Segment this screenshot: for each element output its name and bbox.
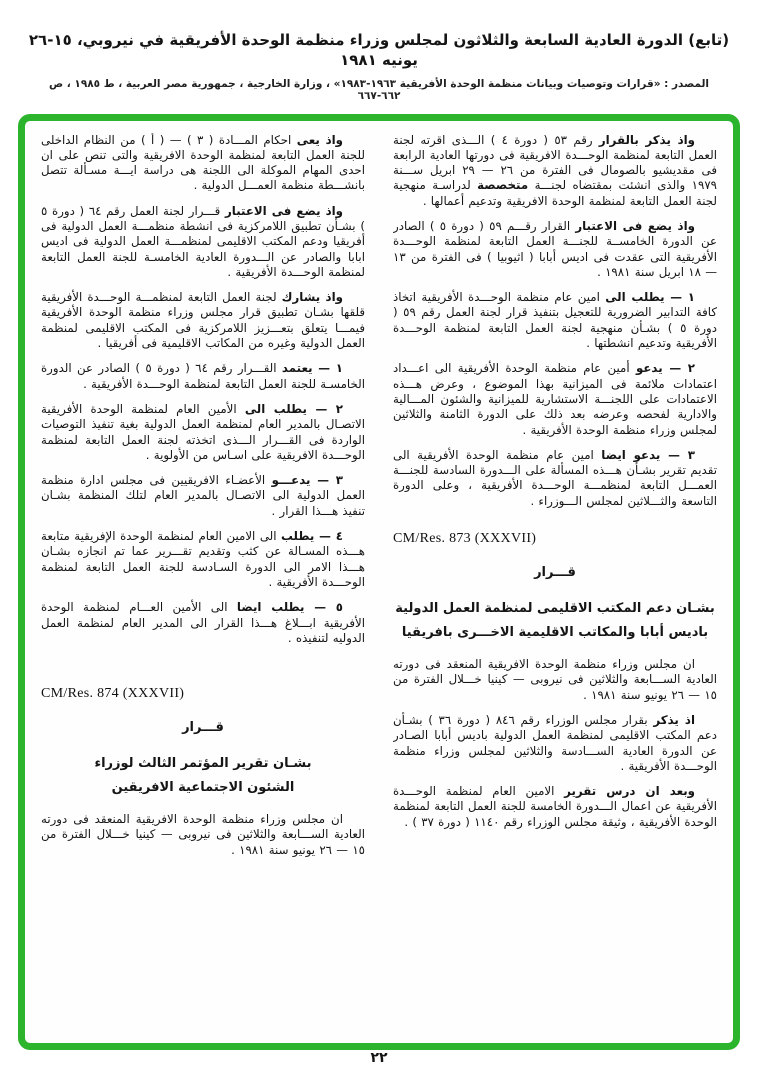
column-left	[41, 133, 365, 1033]
paragraph-lead: واذ يعى	[296, 132, 344, 147]
resolution-code: CM/Res. 873 (XXXVII)	[393, 531, 537, 547]
two-column-layout	[41, 133, 717, 1033]
paragraph	[41, 361, 365, 392]
paragraph	[41, 290, 365, 351]
paragraph	[393, 448, 717, 509]
paragraph-lead: ٣ — يدعو ايضا	[601, 447, 695, 462]
column-right	[393, 133, 717, 1033]
paragraph-lead: ٤ — يطلب	[281, 529, 343, 544]
paragraph-lead: واذ يذكر بالقرار	[598, 132, 696, 147]
resolution-code: CM/Res. 874 (XXXVII)	[41, 686, 185, 702]
paragraph	[41, 600, 365, 646]
paragraph	[393, 713, 717, 774]
paragraph-text: الامين العام لمنظمة الوحـــدة الأفريقية عن اعمال الـــدورة الخامسة للجنة العمل التابعة لمنظمة الوحدة الأفريقية ، وثيقة مجلس الوزراء رقم ١١٤٠ ( دورة ٣٧ ) .	[393, 784, 717, 829]
paragraph	[41, 133, 365, 194]
paragraph-lead: متخصصة	[477, 178, 529, 193]
paragraph	[41, 473, 365, 519]
paragraph-text: احكام المـــادة ( ٣ ) — ( أ ) من النظام الداخلى للجنة العمل التابعة لمنظمة الوحدة الافريقية والتى تنص على ان احدى المهام الموكلة الى اللجنة هى دراسة ايـــة مسـألة تتصل بانشـــطة منظمة العمـــل الدولية .	[41, 132, 365, 193]
resolution-title: بشـان دعم المكتب الاقليمى لمنظمة العمل الدولية باديس أبابا والمكاتب الاقليمية الاخـــرى بافريقيا	[395, 601, 715, 641]
paragraph-lead: اذ يذكر	[653, 712, 695, 727]
paragraph-text: قـــرار لجنة العمل رقم ٦٤ ( دورة ٥ ) بشـأن تطبيق اللامركزية فى انشطة منظمـــة العمل الدولية فى أفريقيا ودعم المكتب الاقليمى لمنظمـــة العمل الدولية فى اديس ابابا والصادر عن الـــدورة العادية الخامسـة للجنة العمل التابعة لمنظمة الوحـــدة الأفريقية .	[41, 203, 365, 279]
paragraph-text: امين عام منظمة الوحـــدة الأفريقية اتخاذ كافة التدابير الضرورية للتعجيل بتنفيذ قرار لجنة العمل رقم ٥٩ ( دورة ٥ ) بشـأن منهجية لجنة العمل التابعة لمنظمة الوحـــدة الأفريقية وتدعيم انشطتها .	[393, 290, 717, 351]
paragraph	[393, 657, 717, 703]
resolution-title: بشـان تقرير المؤتمر الثالث لوزراء الشئون الاجتماعية الافريقين	[94, 756, 312, 796]
paragraph-text: الى الأمين العـــام لمنظمة الوحدة الأفريقية ابـــلاغ هـــذا القرار الى المدير العام لمنظمة العمل الدوليه لتنفيذه .	[41, 600, 365, 645]
paragraph-text: الأعضـاء الافريقيين فى مجلس ادارة منظمة العمل الدولية الى الاتصـال بالمدير العام لتلك المنظمة بشـان تنفيذ هـــذا القرار .	[41, 473, 365, 518]
paragraph	[393, 219, 717, 280]
paragraph-text: رقم ٥٣ ( دورة ٤ ) الـــذى اقرته لجنة العمل التابعة لمنظمة الوحـــدة الافريقية فى دورتها العادية الرابعة فى مقديشيو بالصومال فى الفترة من ٢٦ — ٢٩ ابريل ســـنة ١٩٧٩ والذى انشئت بمقتضاه لجنـــة	[393, 132, 717, 193]
paragraph	[41, 402, 365, 463]
page-number: ٢٢	[370, 1050, 388, 1066]
paragraph	[393, 290, 717, 351]
document-header	[0, 0, 758, 102]
paragraph	[393, 133, 717, 209]
paragraph-lead: وبعد ان درس تقرير	[564, 784, 695, 799]
paragraph	[393, 784, 717, 830]
paragraph-text: الى الامين العام لمنظمة الوحدة الإفريقية متابعة هـــذه المسـالة عن كثب وتقديم تقـــرير عما تم انجازه بشـان هـــذا الامر الى الدورة السـادسة للجنة العمل التابعة لمنظمة الوحـــدة الأفريقية .	[41, 529, 365, 589]
paragraph-text: أمين عام منظمة الوحدة الأفريقية الى اعـــداد اعتمادات ملائمة فى الميزانية بهذا الموضوع ، وعرض هـــذه الاعتمادات على اللجنـــة الاستشارية للميزانية والشئون المـــالية والادارية لفحصه وعرضه بعد ذلك على الدورة الثامنة والثلاثين لمجلس وزراء منظمة الوحدة الأفريقية .	[393, 361, 717, 437]
paragraph-lead: ٢ — يطلب الى	[244, 401, 343, 416]
content-frame	[18, 114, 740, 1050]
paragraph-text: لجنة العمل التابعة لمنظمـــة الوحـــدة الأفريقية قلقها بشـان تطبيق قرار مجلس وزراء منظمة الوحدة الأفريقية فيمـــا يتعلق بتعـــزيز اللامركزية فى المكتب الاقليمى لمنظمة العمل الدولية وغيره من المكاتب الاقليمية فى أفريقيا .	[41, 290, 365, 351]
paragraph-text: الأمين العام لمنظمة الوحدة الأفريقية الاتصـال بالمدير العام لمنظمة العمل الدولية بغية تنفيذ التوصيات الواردة فى القـــرار الـــذى اتخذته لجنة العمل التابعة لمنظمة الوحـــدة الافريقية على اسـاس من الأولوية .	[41, 401, 365, 462]
paragraph-lead: ٣ — يدعـــو	[271, 473, 343, 488]
source-line: المصدر : «قرارات وتوصيات وبيانات منظمة الوحدة الأفريقية ١٩٦٣-١٩٨٣» ، وزارة الخارجية ، جمهورية مصر العربية ، ط ١٩٨٥ ، ص ٦٦٢-٦٦٧	[48, 77, 710, 102]
page-title: (تابع) الدورة العادية السابعة والثلاثون لمجلس وزراء منظمة الوحدة الأفريقية في نيروبي، ١٥-٢٦ يونيه ١٩٨١	[28, 31, 730, 70]
paragraph-text: ان مجلس وزراء منظمة الوحدة الافريقية المنعقد فى دورته العادية الســـابعة والثلاثين فى نيروبى — كينيا خـــلال الفترة من ١٥ — ٢٦ يونيو سنة ١٩٨١ .	[393, 657, 717, 702]
paragraph-text: القـــرار رقم ٦٤ ( دورة ٥ ) الصادر عن الدورة الخامسـة للجنة العمل التابعة لمنظمة الوحـــدة الأفريقية .	[41, 361, 365, 391]
paragraph-text: لدراسـة منهجية لجنة العمل التابعة لمنظمة الوحدة الافريقية وتدعيم أعمالها .	[393, 178, 717, 208]
resolution-title: قـــرار	[534, 565, 576, 581]
paragraph-lead: ١ — يعتمد	[281, 361, 343, 376]
paragraph-text: ان مجلس وزراء منظمة الوحدة الافريقية المنعقد فى دورته العادية الســـابعة والثلاثين فى نيروبى — كينيا خـــلال الفترة من ١٥ — ٢٦ يونيو سنة ١٩٨١ .	[41, 812, 365, 857]
paragraph	[393, 361, 717, 437]
paragraph	[41, 529, 365, 590]
paragraph-lead: ٥ — يطلب ايضا	[236, 600, 343, 615]
paragraph-lead: ٢ — يدعو	[635, 361, 695, 376]
paragraph-lead: واذ يضع فى الاعتبار	[224, 203, 344, 218]
paragraph	[41, 204, 365, 280]
paragraph-text: القرار رقـــم ٥٩ ( دورة ٥ ) الصادر عن الدورة الخامســة للجنـــة العمل التابعة لمنظمة الوحـــدة الأفريقية التى عقدت فى اديس أبابا ( اثيوبيا ) فى الفترة من ١٣ — ١٨ ابريل سنة ١٩٨١ .	[393, 218, 717, 279]
resolution-title: قـــرار	[182, 720, 224, 736]
paragraph	[41, 812, 365, 858]
paragraph-text: بقرار مجلس الوزراء رقم ٨٤٦ ( دورة ٣٦ ) بشـأن دعم المكتب الاقليمى لمنظمة العمل الدولية باديس أبابا الصـادر عن الدورة العادية الســـادسة والثلاثين لمجلس وزراء منظمة الوحـــدة الأفريقية .	[393, 712, 717, 773]
paragraph-lead: واذ يضع فى الاعتبار	[575, 218, 695, 233]
paragraph-lead: واذ يشارك	[281, 290, 343, 305]
paragraph-text: امين عام منظمة الوحدة الأفريقية الى تقديم تقرير بشـأن هـــذه المسألة على الـــدورة السادسة للجنـــة العمـــل التابعة لمنظمـــة الوحـــدة الأفريقية ، وعلى الدورة التاسعة والثـــلاثين لمجلس الـــوزراء .	[393, 447, 717, 508]
paragraph-lead: ١ — يطلب الى	[605, 290, 695, 305]
